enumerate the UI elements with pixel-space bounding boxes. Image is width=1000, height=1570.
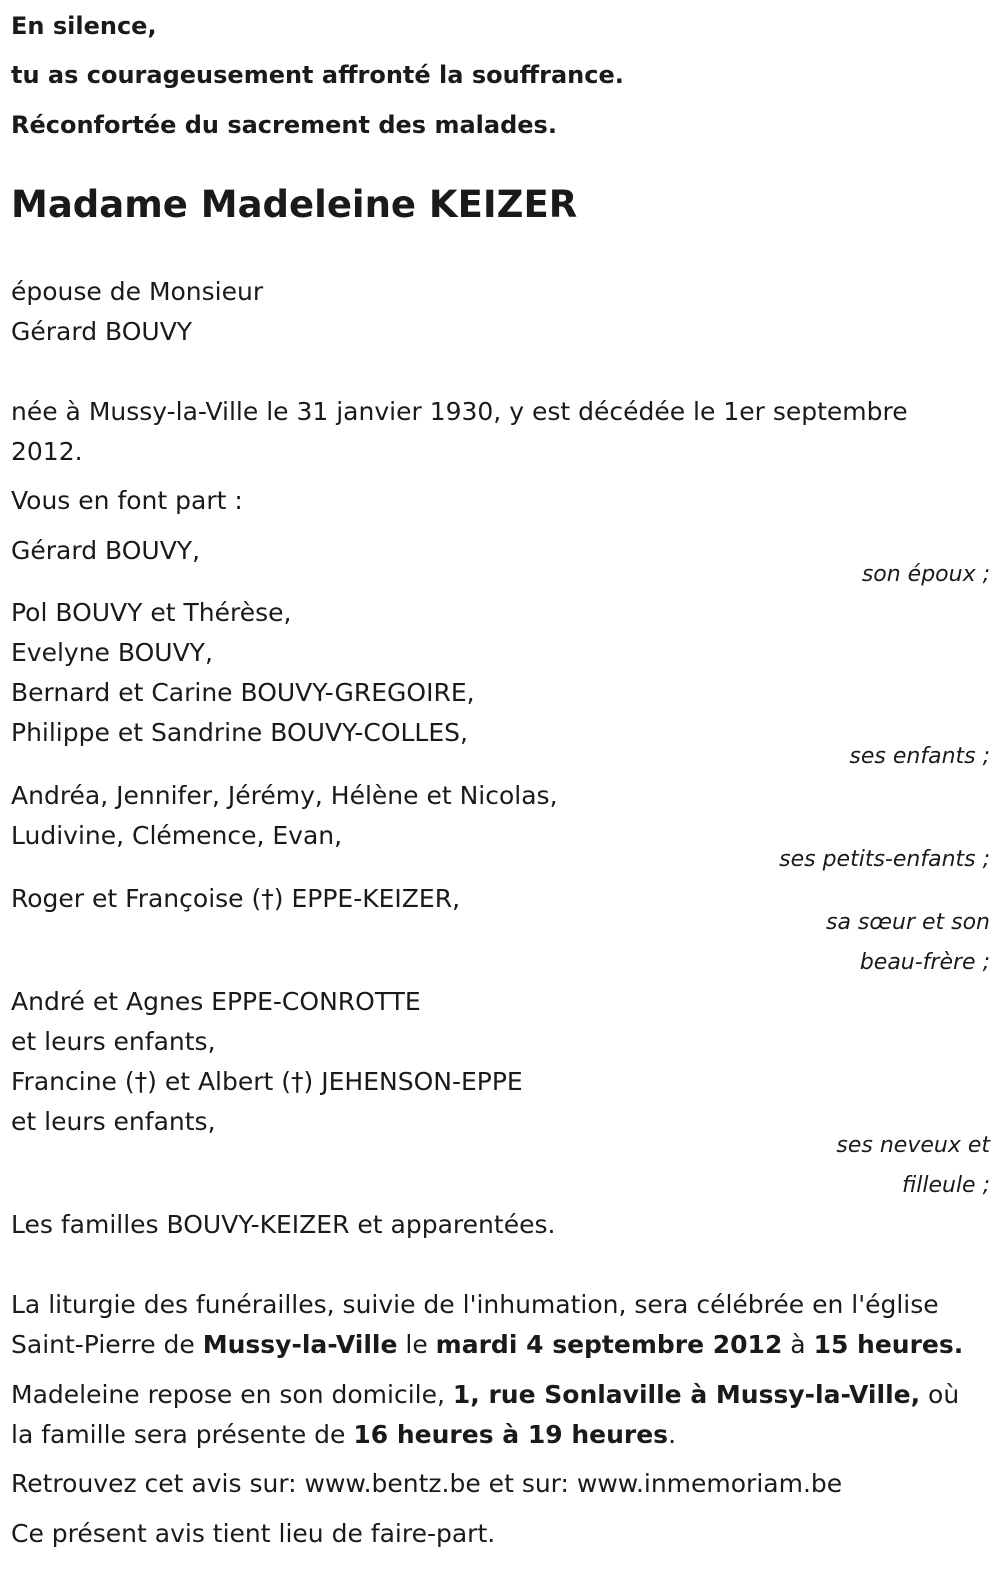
announce-line: Vous en font part :: [11, 486, 243, 515]
funeral-place: Mussy-la-Ville: [202, 1330, 398, 1359]
rest-line-1: Madeleine repose en son domicile, 1, rue Sonlaville à Mussy-la-Ville, où: [11, 1380, 960, 1409]
family-name-line: Evelyne BOUVY,: [11, 638, 213, 667]
spouse-line-1: épouse de Monsieur: [11, 277, 264, 306]
family-role: filleule ;: [902, 1173, 990, 1198]
family-name-line: Francine (†) et Albert (†) JEHENSON-EPPE: [11, 1067, 523, 1096]
family-name-line: Gérard BOUVY,: [11, 536, 201, 565]
spouse-line-2: Gérard BOUVY: [11, 317, 193, 346]
family-role: son époux ;: [861, 562, 990, 587]
website-line: Retrouvez cet avis sur: www.bentz.be et sur: www.inmemoriam.be: [11, 1469, 843, 1498]
families-other-line: Les familles BOUVY-KEIZER et apparentées.: [11, 1210, 556, 1239]
family-name-line: Philippe et Sandrine BOUVY-COLLES,: [11, 718, 468, 747]
intro-line-3: Réconfortée du sacrement des malades.: [11, 111, 557, 139]
family-name-line: André et Agnes EPPE-CONROTTE: [11, 987, 421, 1016]
intro-line-2: tu as courageusement affronté la souffrance.: [11, 61, 624, 89]
rest-address: 1, rue Sonlaville à Mussy-la-Ville,: [452, 1380, 921, 1409]
family-role: sa sœur et son: [825, 910, 990, 935]
notice-line: Ce présent avis tient lieu de faire-part.: [11, 1519, 496, 1548]
family-role: ses enfants ;: [849, 744, 990, 769]
rest-hours: 16 heures à 19 heures: [353, 1420, 669, 1449]
intro-line-1: En silence,: [11, 12, 157, 40]
family-name-line: Bernard et Carine BOUVY-GREGOIRE,: [11, 678, 475, 707]
birth-death-line-1: née à Mussy-la-Ville le 31 janvier 1930, y est décédée le 1er septembre: [11, 397, 908, 426]
family-role: ses petits-enfants ;: [779, 847, 990, 872]
family-name-line: Roger et Françoise (†) EPPE-KEIZER,: [11, 884, 461, 913]
birth-death-line-2: 2012.: [11, 437, 83, 466]
funeral-line-2: Saint-Pierre de Mussy-la-Ville le mardi 4 septembre 2012 à 15 heures.: [11, 1330, 964, 1359]
family-name-line: et leurs enfants,: [11, 1107, 216, 1136]
family-name-line: Andréa, Jennifer, Jérémy, Hélène et Nicolas,: [11, 781, 558, 810]
deceased-name: Madame Madeleine KEIZER: [11, 183, 578, 226]
family-role: beau-frère ;: [859, 950, 990, 975]
family-role: ses neveux et: [836, 1133, 990, 1158]
rest-line-2: la famille sera présente de 16 heures à 19 heures.: [11, 1420, 677, 1449]
family-name-line: Pol BOUVY et Thérèse,: [11, 598, 292, 627]
funeral-date: mardi 4 septembre 2012: [435, 1330, 783, 1359]
funeral-line-1: La liturgie des funérailles, suivie de l'inhumation, sera célébrée en l'église: [11, 1290, 939, 1319]
funeral-time: 15 heures.: [813, 1330, 964, 1359]
family-name-line: Ludivine, Clémence, Evan,: [11, 821, 343, 850]
family-name-line: et leurs enfants,: [11, 1027, 216, 1056]
